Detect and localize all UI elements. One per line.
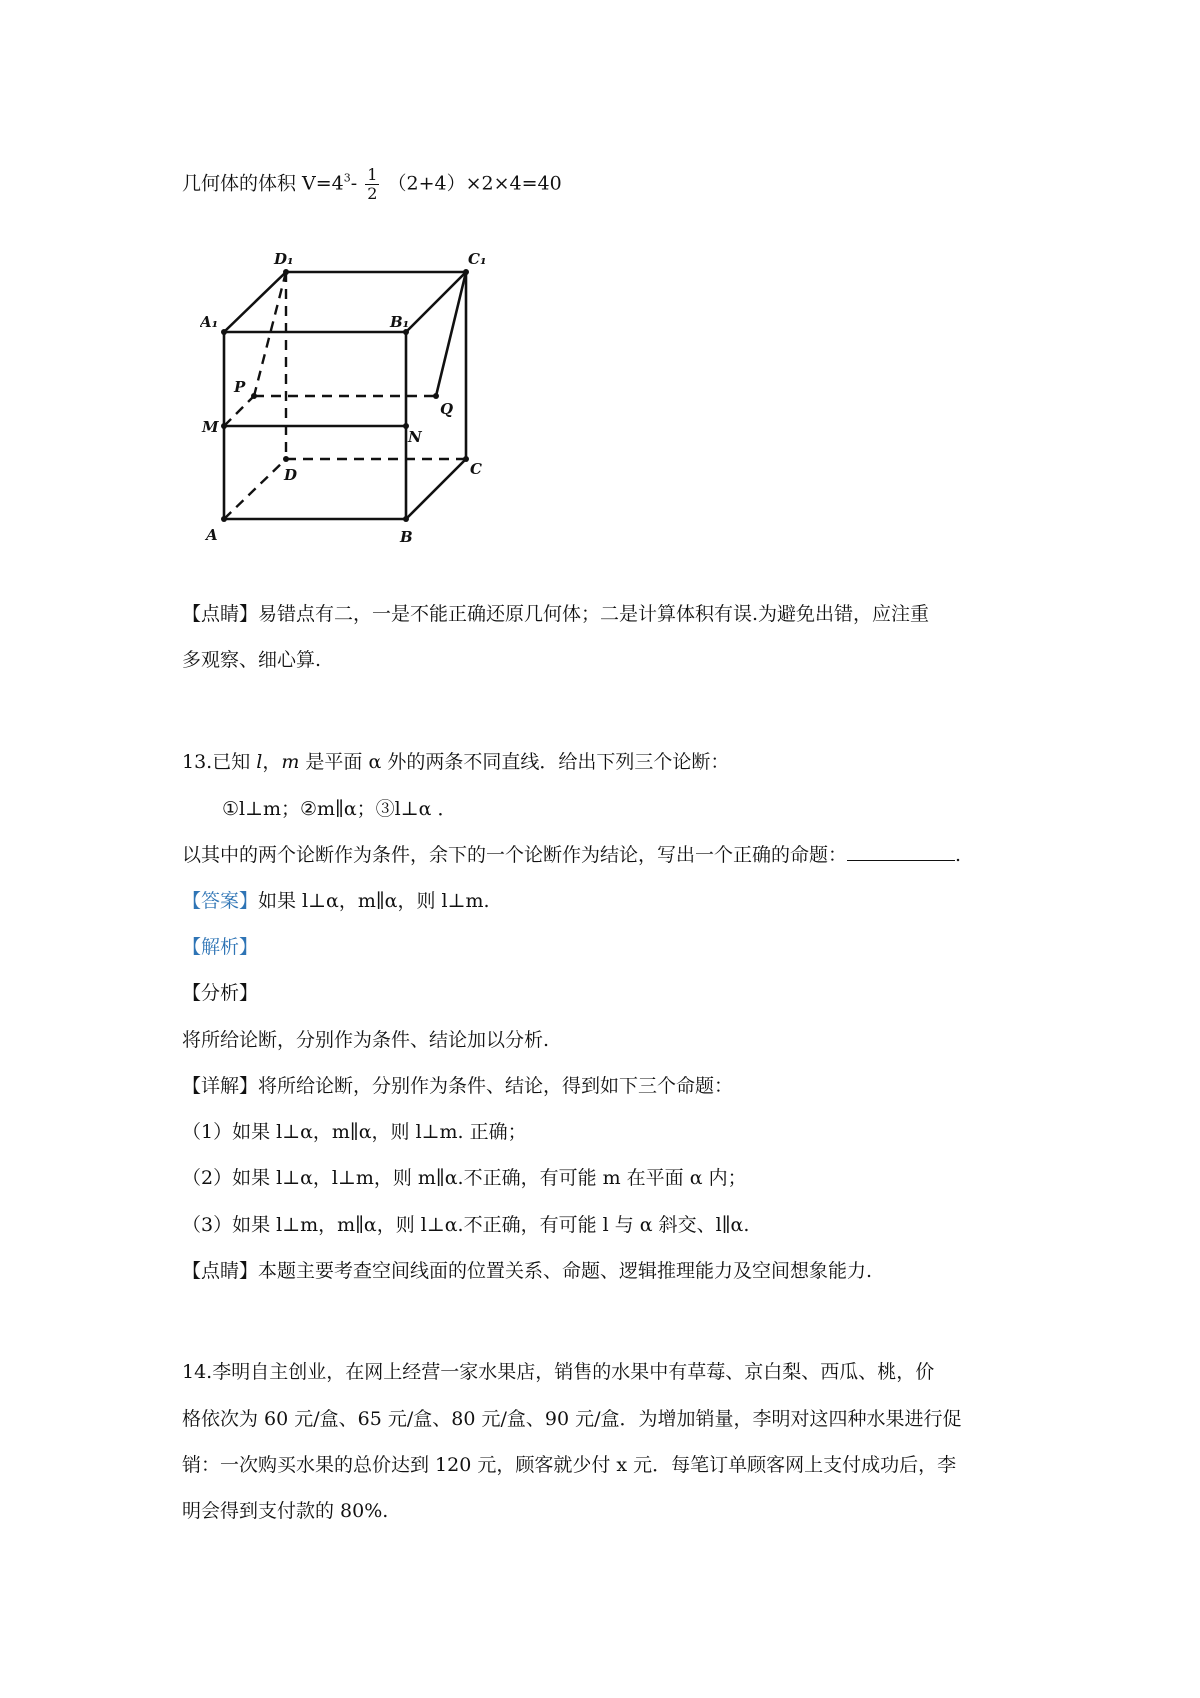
- q13-prompt: 以其中的两个论断作为条件，余下的一个论断作为结论，写出一个正确的命题： .: [182, 844, 962, 866]
- label-a1: A₁: [200, 313, 219, 331]
- answer-tag: 【答案】: [182, 890, 259, 912]
- label-b1: B₁: [390, 313, 410, 331]
- edge-b1-c1: [406, 272, 466, 332]
- fraction-one-half: $\frac{1}{2}$: [367, 165, 378, 203]
- fenxi-text: 将所给论断，分别作为条件、结论加以分析.: [182, 1029, 550, 1051]
- edge-a1-d1: [224, 272, 286, 332]
- label-m: M: [202, 418, 219, 436]
- label-c1: C₁: [468, 250, 487, 268]
- label-n: N: [408, 428, 422, 446]
- label-d1: D₁: [274, 250, 294, 268]
- q13-dianjing: 【点睛】本题主要考查空间线面的位置关系、命题、逻辑推理能力及空间想象能力.: [182, 1260, 873, 1282]
- xiangjie-line: 【详解】将所给论断，分别作为条件、结论，得到如下三个命题：: [182, 1075, 734, 1097]
- dianjing-line-1: 【点睛】易错点有二，一是不能正确还原几何体；二是计算体积有误.为避免出错，应注重: [182, 603, 930, 625]
- label-d: D: [284, 466, 298, 484]
- hidden-d1-p: [254, 272, 286, 396]
- label-b: B: [400, 528, 413, 546]
- case-2: （2）如果 l⊥α，l⊥m，则 m∥α.不正确，有可能 m 在平面 α 内；: [182, 1167, 747, 1189]
- hidden-a-d: [224, 459, 286, 519]
- label-c: C: [470, 460, 482, 478]
- q14-line-1: 14.李明自主创业，在网上经营一家水果店，销售的水果中有草莓、京白梨、西瓜、桃，价: [182, 1361, 935, 1383]
- jiexi-tag: 【解析】: [182, 936, 259, 958]
- edge-b-c: [406, 459, 466, 519]
- fenxi-tag: 【分析】: [182, 982, 259, 1004]
- case-1: （1）如果 l⊥α，m∥α，则 l⊥m. 正确；: [182, 1121, 527, 1143]
- q13-answer: 【答案】如果 l⊥α，m∥α，则 l⊥m.: [182, 890, 490, 912]
- geometry-figure: [200, 232, 560, 572]
- answer-blank: [847, 842, 955, 861]
- edge-q-c1: [436, 272, 466, 396]
- label-q: Q: [440, 400, 454, 418]
- q13-options: ①l⊥m；②m∥α；③l⊥α ．: [222, 798, 457, 820]
- case-3: （3）如果 l⊥m，m∥α，则 l⊥α.不正确，有可能 l 与 α 斜交、l∥α.: [182, 1214, 750, 1236]
- q14-line-2: 格依次为 60 元/盒、65 元/盒、80 元/盒、90 元/盒．为增加销量，李明对这四种水果进行促: [182, 1408, 962, 1430]
- q14-line-3: 销：一次购买水果的总价达到 120 元，顾客就少付 x 元．每笔订单顾客网上支付成功后，李: [182, 1454, 957, 1476]
- hidden-m-p: [224, 396, 254, 426]
- dianjing-line-2: 多观察、细心算.: [182, 649, 322, 671]
- q13-stem: 13.已知 l，m 是平面 α 外的两条不同直线．给出下列三个论断：: [182, 751, 730, 773]
- label-p: P: [234, 378, 246, 396]
- q14-line-4: 明会得到支付款的 80%.: [182, 1500, 389, 1522]
- label-a: A: [206, 526, 218, 544]
- volume-formula: 几何体的体积 $V=4^3-$ $\frac{1}{2}$ （2+4）×2×4=40: [182, 165, 562, 203]
